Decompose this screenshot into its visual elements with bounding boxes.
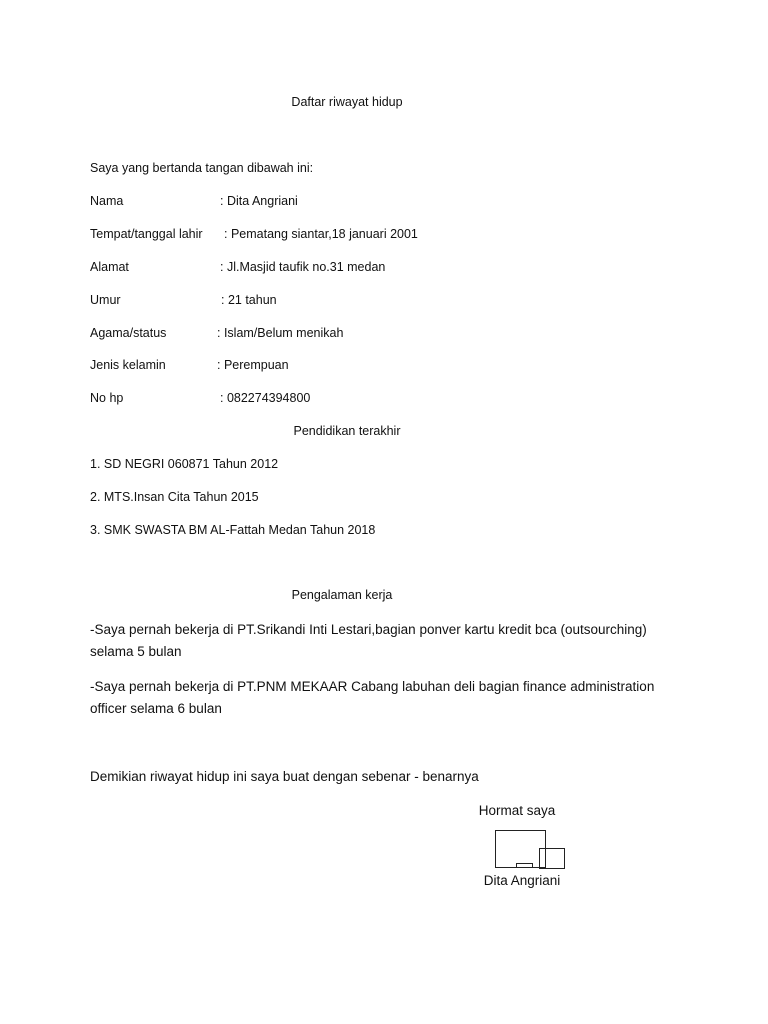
field-value-ttl: : Pematang siantar,18 januari 2001 [224,227,418,241]
signature-frame-tab [516,863,533,868]
education-heading: Pendidikan terakhir [293,424,401,438]
field-label-umur: Umur [90,293,121,307]
experience-heading: Pengalaman kerja [291,588,393,602]
document-title: Daftar riwayat hidup [291,95,403,109]
intro-text: Saya yang bertanda tangan dibawah ini: [90,161,314,175]
experience-item: -Saya pernah bekerja di PT.Srikandi Inti Lestari,bagian ponver kartu kredit bca (outsourching) selama 5 bulan [90,622,647,659]
education-item: 2. MTS.Insan Cita Tahun 2015 [90,490,259,504]
field-value-jenis-kelamin: : Perempuan [217,358,289,372]
field-label-agama: Agama/status [90,326,167,340]
field-value-nama: : Dita Angriani [220,194,298,208]
field-label-no-hp: No hp [90,391,124,405]
field-value-umur: : 21 tahun [221,293,277,307]
experience-item: -Saya pernah bekerja di PT.PNM MEKAAR Cabang labuhan deli bagian finance administration officer selama 6 bulan [90,679,655,716]
field-label-ttl: Tempat/tanggal lahir [90,227,203,241]
field-value-no-hp: : 082274394800 [220,391,311,405]
field-label-alamat: Alamat [90,260,129,274]
signature-frame-small [539,848,565,869]
closing-statement: Demikian riwayat hidup ini saya buat dengan sebenar - benarnya [90,769,479,784]
field-label-jenis-kelamin: Jenis kelamin [90,358,166,372]
field-value-agama: : Islam/Belum menikah [217,326,344,340]
signature-name: Dita Angriani [483,873,561,888]
field-value-alamat: : Jl.Masjid taufik no.31 medan [220,260,386,274]
signature-salutation: Hormat saya [478,803,556,818]
education-item: 1. SD NEGRI 060871 Tahun 2012 [90,457,279,471]
field-label-nama: Nama [90,194,124,208]
education-item: 3. SMK SWASTA BM AL-Fattah Medan Tahun 2018 [90,523,376,537]
